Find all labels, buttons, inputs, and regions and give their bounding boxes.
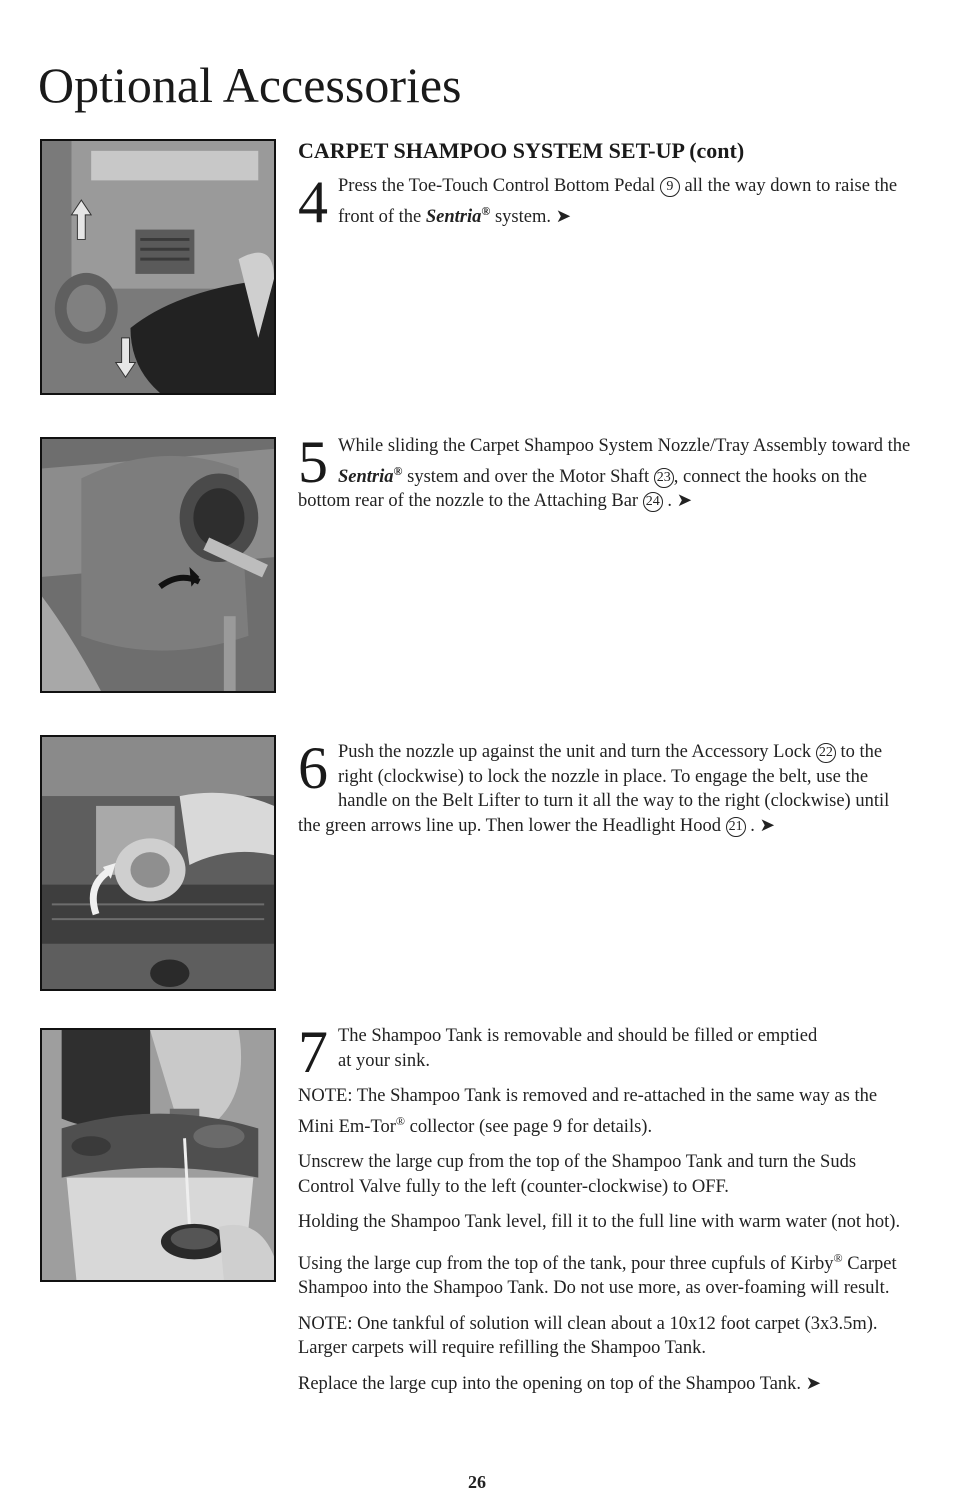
paragraph: Using the large cup from the top of the tank, pour three cupfuls of Kirby® Carpet Shampoo into the Shampoo Tank. Do not use more, as over-foaming will result. — [298, 1250, 897, 1299]
note-text: NOTE: The Shampoo Tank is removed and re-attached in the same way as the Mini Em-Tor® collector (see page 9 for details). — [298, 1086, 878, 1137]
step-7 — [298, 1019, 913, 1407]
step-text: Push the nozzle up against the unit and turn the Accessory Lock 22 to the right (clockwise) to lock the nozzle in place. To engage the belt, use the handle on the Belt Lifter to turn it all the way to the right (clockwise) until the green arrows line up. Then lower the Headlight Hood 21 . ➤ — [298, 742, 890, 836]
step-number: 4 — [298, 169, 328, 235]
ref-callout: 23 — [654, 468, 674, 488]
step-text: The Shampoo Tank is removable and should be filled or emptied at your sink. — [338, 1026, 818, 1071]
step-4 — [298, 169, 913, 240]
ref-callout: 21 — [726, 817, 746, 837]
step-text: Press the Toe-Touch Control Bottom Pedal 9 all the way down to raise the front of the Sentria® system. ➤ — [338, 176, 898, 227]
photo-shampoo-tank — [40, 1028, 276, 1282]
note-text: NOTE: One tankful of solution will clean about a 10x12 foot carpet (3x3.5m). Larger carpets will require refilling the Shampoo Tank. — [298, 1313, 878, 1359]
paragraph: Holding the Shampoo Tank level, fill it to the full line with warm water (not hot). — [298, 1212, 901, 1233]
step-text: While sliding the Carpet Shampoo System Nozzle/Tray Assembly toward the Sentria® system and over the Motor Shaft 23 , connect the hooks on the bottom rear of the nozzle to the Attaching Bar 24 . ➤ — [298, 436, 911, 512]
step-5 — [298, 429, 913, 525]
photo-toe-pedal — [40, 139, 276, 395]
ref-callout: 22 — [816, 743, 836, 763]
photo-accessory-lock — [40, 735, 276, 991]
page-number: 26 — [468, 1472, 486, 1492]
step-number: 7 — [298, 1019, 328, 1085]
step-6 — [298, 735, 913, 849]
page-title: Optional Accessories — [38, 56, 462, 113]
ref-callout: 9 — [660, 177, 680, 197]
section-heading: CARPET SHAMPOO SYSTEM SET-UP (cont) — [298, 138, 745, 163]
step-number: 5 — [298, 429, 328, 495]
step-number: 6 — [298, 735, 328, 801]
paragraph: Replace the large cup into the opening on top of the Shampoo Tank. ➤ — [298, 1373, 822, 1394]
ref-callout: 24 — [643, 492, 663, 512]
paragraph: Unscrew the large cup from the top of the Shampoo Tank and turn the Suds Control Valve fully to the left (counter-clockwise) to OFF. — [298, 1152, 857, 1197]
photo-nozzle-assembly — [40, 437, 276, 693]
